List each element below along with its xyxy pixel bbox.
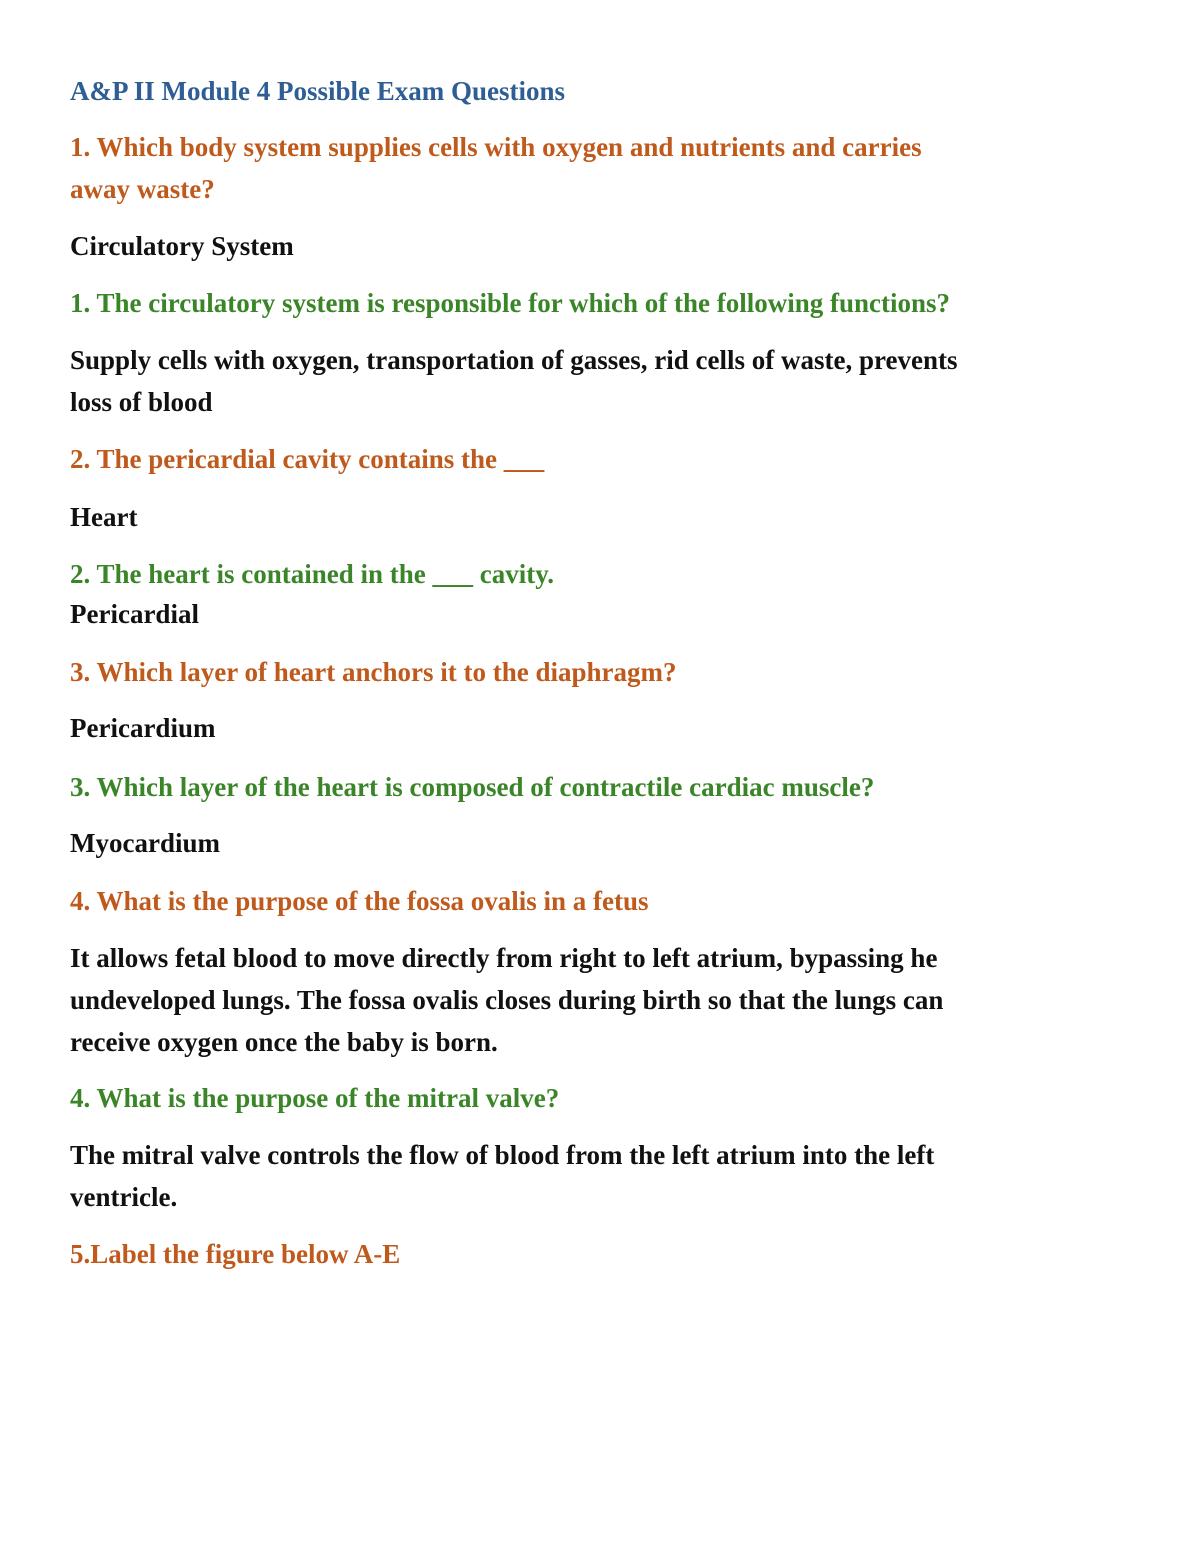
answer-4a-line-1: It allows fetal blood to move directly from right to left atrium, bypassing he xyxy=(70,943,938,973)
question-2a-line-1: 2. The pericardial cavity contains the ___ xyxy=(70,444,545,474)
question-2b-line-1: 2. The heart is contained in the ___ cavity. xyxy=(70,559,555,589)
question-4a-line-1: 4. What is the purpose of the fossa ovalis in a fetus xyxy=(70,886,649,916)
question-3b-line-1: 3. Which layer of the heart is composed of contractile cardiac muscle? xyxy=(70,772,875,802)
answer-3b-line-1: Myocardium xyxy=(70,828,220,858)
question-5-line-1: 5.Label the figure below A-E xyxy=(70,1239,401,1269)
answer-1a-line-1: Circulatory System xyxy=(70,231,294,261)
document-title: A&P II Module 4 Possible Exam Questions xyxy=(70,76,566,106)
answer-3a-line-1: Pericardium xyxy=(70,713,216,743)
answer-4a-line-2: undeveloped lungs. The fossa ovalis closes during birth so that the lungs can xyxy=(70,985,944,1015)
question-3a-line-1: 3. Which layer of heart anchors it to the diaphragm? xyxy=(70,657,677,687)
answer-4b-line-2: ventricle. xyxy=(70,1182,178,1212)
answer-4a-line-3: receive oxygen once the baby is born. xyxy=(70,1027,498,1057)
question-1a-line-2: away waste? xyxy=(70,174,215,204)
answer-1b-line-1: Supply cells with oxygen, transportation of gasses, rid cells of waste, prevents xyxy=(70,345,958,375)
question-4b-line-1: 4. What is the purpose of the mitral valve? xyxy=(70,1083,560,1113)
answer-1b-line-2: loss of blood xyxy=(70,387,213,417)
answer-2b-line-1: Pericardial xyxy=(70,599,199,629)
question-1b-line-1: 1. The circulatory system is responsible for which of the following functions? xyxy=(70,288,951,318)
answer-4b-line-1: The mitral valve controls the flow of blood from the left atrium into the left xyxy=(70,1140,935,1170)
question-1a-line-1: 1. Which body system supplies cells with oxygen and nutrients and carries xyxy=(70,132,922,162)
answer-2a-line-1: Heart xyxy=(70,502,138,532)
